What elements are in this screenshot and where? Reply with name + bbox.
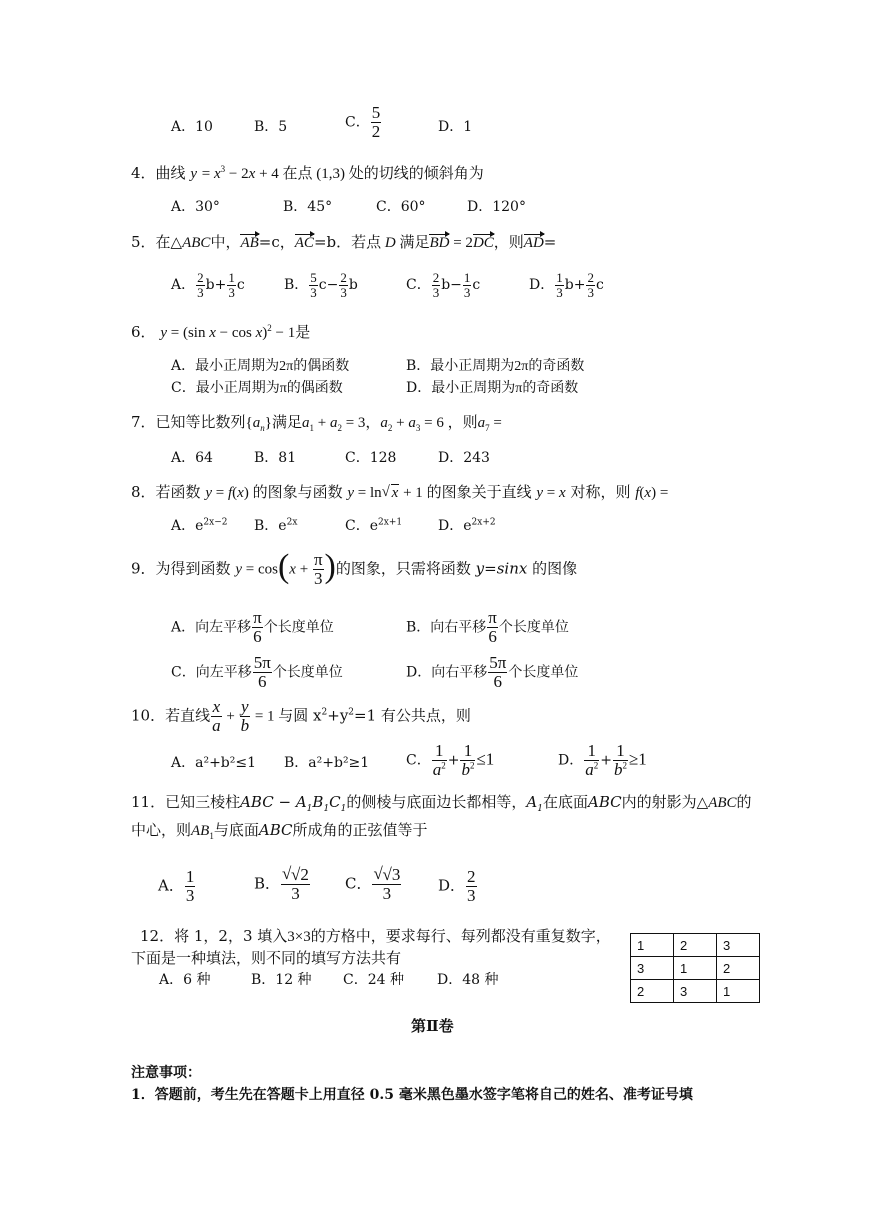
q10-option-c: C． $\frac{1}{a^2}$ + $\frac{1}{b^2}$ ≤1 <box>406 741 495 779</box>
q11-option-c: C． √ $\frac{√3}{3}$ <box>345 866 402 903</box>
q11-option-b: B． √ $\frac{√2}{3}$ <box>254 866 311 903</box>
q10-option-b: B．a²+b²≥1 <box>284 755 370 771</box>
q7-stem: 7．已知等比数列$\{a_n\}$满足$a_1 + a_2 = 3$，$a_2 + a_3 = 6$ ，则$a_7$ = <box>131 413 502 433</box>
q4-option-b: B．45° <box>283 199 333 215</box>
q5-option-c: C． $\frac{2}{3}$ b− $\frac{1}{3}$ c <box>406 270 481 300</box>
notice-item-1: 1．答题前，考生先在答题卡上用直径 0.5 毫米黑色墨水签字笔将自己的姓名、准考证号填 <box>131 1087 693 1103</box>
q6-stem: 6． y = (sin x − cos x)$^2$ − 1是 <box>131 323 311 341</box>
q4-option-a: A．30° <box>171 199 220 215</box>
q3-option-d: D．1 <box>438 119 473 135</box>
q12-line-2: 下面是一种填法，则不同的填写方法共有 <box>131 949 402 967</box>
grid-cell: 2 <box>674 934 717 957</box>
q7-option-d: D．243 <box>438 450 490 466</box>
section-title: 第Ⅱ卷 <box>411 1017 454 1035</box>
q3-option-c: C． $\frac{5}{2}$ <box>345 103 381 141</box>
grid-cell: 3 <box>674 980 717 1003</box>
grid-cell: 2 <box>717 957 760 980</box>
sudoku-grid <box>630 933 760 1003</box>
q6-option-a: A．最小正周期为2π的偶函数 <box>171 358 350 374</box>
grid-cell: 1 <box>717 980 760 1003</box>
q9-option-c: C．向左平移 $\frac{5\pi}{6}$ 个长度单位 <box>171 653 343 691</box>
q9-option-a: A．向左平移 $\frac{\pi}{6}$ 个长度单位 <box>171 608 334 646</box>
q8-option-b: B．$e^{2x}$ <box>254 517 298 534</box>
q8-option-d: D．$e^{2x+2}$ <box>438 517 496 534</box>
q5-option-b: B． $\frac{5}{3}$ c− $\frac{2}{3}$ b <box>284 270 358 300</box>
q12-option-d: D．48 种 <box>437 972 499 988</box>
q8-option-a: A．$e^{2x-2}$ <box>171 517 228 534</box>
grid-cell: 3 <box>717 934 760 957</box>
q3-option-b: B．5 <box>254 119 288 135</box>
grid-row <box>631 957 760 980</box>
q4-option-d: D．120° <box>467 199 526 215</box>
grid-cell: 1 <box>674 957 717 980</box>
q3-option-a: A．10 <box>171 119 213 135</box>
q8-stem: 8．若函数 y = f(x) 的图象与函数 y = ln√ x + 1 的图象关于直线 y = x 对称，则 f(x) = <box>131 485 668 501</box>
q12-option-c: C．24 种 <box>343 972 404 988</box>
q12-option-a: A．6 种 <box>159 972 211 988</box>
q9-option-d: D．向右平移 $\frac{5\pi}{6}$ 个长度单位 <box>406 653 579 691</box>
grid-row <box>631 934 760 957</box>
q10-stem: 10．若直线 $\frac{x}{a}$ + $\frac{y}{b}$ = 1 与圆 $x^2+y^2=1$ 有公共点，则 <box>131 697 471 735</box>
q9-option-b: B．向右平移 $\frac{\pi}{6}$ 个长度单位 <box>406 608 569 646</box>
q12-line-1: 12．将 1，2，3 填入3×3的方格中，要求每行、每列都没有重复数字， <box>140 927 611 945</box>
q7-option-b: B．81 <box>254 450 297 466</box>
q7-option-a: A．64 <box>171 450 213 466</box>
q10-option-a: A．a²+b²≤1 <box>171 755 257 771</box>
q11-line-1: 11．已知三棱柱ABC − $A_1B_1C_1$的侧棱与底面边长都相等，$A_1$在底面ABC内的射影为△ABC的 <box>131 793 752 814</box>
grid-cell: 2 <box>631 980 674 1003</box>
grid-cell: 3 <box>631 957 674 980</box>
q12-option-b: B．12 种 <box>251 972 312 988</box>
q5-option-a: A． $\frac{2}{3}$ b+ $\frac{1}{3}$ c <box>171 270 245 300</box>
q5-stem: 5．在△ABC中，AB=c，AC=b．若点 D 满足BD = 2DC，则AD= <box>131 233 557 251</box>
q10-option-d: D． $\frac{1}{a^2}$ + $\frac{1}{b^2}$ ≥1 <box>558 741 647 779</box>
q8-option-c: C．$e^{2x+1}$ <box>345 517 403 534</box>
grid-cell: 1 <box>631 934 674 957</box>
q4-option-c: C．60° <box>376 199 426 215</box>
q6-option-d: D．最小正周期为π的奇函数 <box>406 380 579 396</box>
grid-row <box>631 980 760 1003</box>
q6-option-b: B．最小正周期为2π的奇函数 <box>406 358 585 374</box>
q5-option-d: D． $\frac{1}{3}$ b+ $\frac{2}{3}$ c <box>529 270 604 300</box>
q11-option-a: A． $\frac{1}{3}$ <box>158 867 195 905</box>
fraction: $\frac{5}{2}$ <box>371 103 381 141</box>
q11-line-2: 中心，则$AB_1$与底面ABC所成角的正弦值等于 <box>131 821 428 841</box>
q6-option-c: C．最小正周期为π的偶函数 <box>171 380 343 396</box>
q4-stem: 4．曲线 $y = x^3 - 2x + 4$ 在点 (1,3) 处的切线的倾斜角为 <box>131 164 484 182</box>
q9-stem: 9．为得到函数 y = cos(x + $\frac{\pi}{3}$ )的图象，只需将函数 y=sinx 的图像 <box>131 548 578 588</box>
notice-heading: 注意事项： <box>131 1065 201 1081</box>
q11-option-d: D． $\frac{2}{3}$ <box>438 867 476 905</box>
q7-option-c: C．128 <box>345 450 397 466</box>
